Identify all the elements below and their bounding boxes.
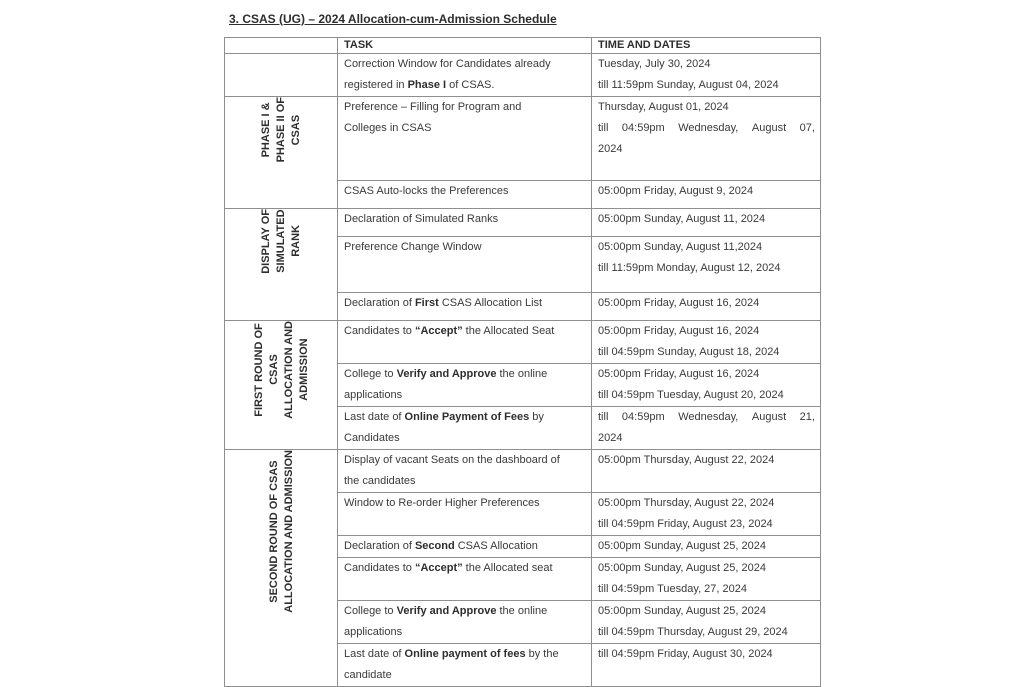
time-line: Tuesday, July 30, 2024 (598, 58, 711, 70)
phase-cell (225, 321, 338, 450)
phase-label-line: FIRST ROUND OF (252, 323, 265, 417)
task-text: the online (496, 605, 548, 617)
time-line: till 04:59pm Tuesday, 27, 2024 (598, 583, 748, 595)
phase-label-line: SIMULATED (275, 209, 287, 274)
task-text: the candidates (344, 475, 416, 487)
task-text: of CSAS. (446, 79, 495, 91)
time-line: 05:00pm Thursday, August 22, 2024 (598, 497, 775, 509)
task-cell (338, 450, 592, 493)
time-word: Wednesday, (678, 122, 739, 134)
time-line: till 11:59pm Sunday, August 04, 2024 (598, 79, 779, 91)
task-text-bold: Verify and Approve (396, 368, 497, 380)
table-row (225, 321, 821, 364)
task-text-bold: Second (414, 540, 455, 552)
time-line: till 04:59pm Friday, August 23, 2024 (598, 518, 773, 530)
task-text: CSAS Allocation List (438, 297, 543, 309)
time-word: August (751, 411, 787, 423)
task-cell (338, 97, 592, 181)
phase-label (259, 209, 304, 274)
time-cell (592, 644, 821, 687)
task-text: candidate (344, 669, 392, 681)
task-text: Window to Re-order Higher Preferences (344, 497, 540, 509)
phase-label-line: PHASE II OF (275, 97, 287, 163)
task-text: applications (344, 389, 403, 401)
task-text: CSAS Allocation (454, 540, 538, 552)
task-cell (338, 209, 592, 237)
table-row (225, 450, 821, 493)
task-cell (338, 321, 592, 364)
phase-cell (225, 97, 338, 209)
time-line: till 11:59pm Monday, August 12, 2024 (598, 262, 781, 274)
task-cell (338, 407, 592, 450)
time-line: 2024 (598, 432, 623, 444)
time-line: 05:00pm Friday, August 9, 2024 (598, 185, 754, 197)
task-text: by (529, 411, 544, 423)
phase-label-line: SECOND ROUND OF CSAS (267, 460, 280, 603)
time-line (598, 407, 815, 428)
task-text-bold: First (414, 297, 439, 309)
time-cell (592, 493, 821, 536)
task-cell (338, 237, 592, 293)
task-text-bold: Online payment of fees (404, 648, 526, 660)
task-text: Last date of (344, 411, 405, 423)
task-text-bold: Online Payment of Fees (404, 411, 530, 423)
time-line: 05:00pm Thursday, August 22, 2024 (598, 454, 775, 466)
header-task: TASK (338, 38, 592, 54)
phase-label (252, 321, 312, 419)
table-row (225, 209, 821, 237)
task-text: Declaration of Simulated Ranks (344, 213, 499, 225)
time-line: till 04:59pm Friday, August 30, 2024 (598, 648, 773, 660)
time-line: 05:00pm Sunday, August 25, 2024 (598, 605, 766, 617)
task-cell (338, 181, 592, 209)
task-cell (338, 364, 592, 407)
phase-label-line: DISPLAY OF (260, 209, 272, 274)
time-cell (592, 558, 821, 601)
time-word: Wednesday, (678, 411, 739, 423)
time-cell (592, 407, 821, 450)
time-word: 21, (799, 411, 815, 423)
time-line: till 04:59pm Sunday, August 18, 2024 (598, 346, 780, 358)
phase-cell (225, 54, 338, 97)
time-line: 05:00pm Sunday, August 25, 2024 (598, 562, 766, 574)
time-cell (592, 54, 821, 97)
task-text: Correction Window for Candidates already (344, 58, 551, 70)
task-text: Candidates (344, 432, 400, 444)
task-text: registered in (344, 79, 408, 91)
time-cell (592, 97, 821, 181)
time-word: till (598, 411, 609, 423)
task-cell (338, 54, 592, 97)
task-text: the Allocated seat (462, 562, 553, 574)
schedule-table (224, 37, 821, 687)
time-cell (592, 536, 821, 558)
task-text: Colleges in CSAS (344, 122, 432, 134)
page-title: 3. CSAS (UG) – 2024 Allocation-cum-Admission Schedule (229, 12, 557, 26)
header-row (225, 38, 821, 54)
task-text-bold: “Accept” (414, 325, 463, 337)
time-word: till (598, 122, 609, 134)
task-text: College to (344, 605, 397, 617)
time-line: 05:00pm Sunday, August 11,2024 (598, 241, 763, 253)
time-cell (592, 237, 821, 293)
task-text: Candidates to (344, 562, 415, 574)
phase-label (267, 450, 297, 613)
time-word: 04:59pm (621, 411, 665, 423)
time-cell (592, 321, 821, 364)
time-line (598, 118, 815, 139)
task-cell (338, 644, 592, 687)
phase-label-line: CSAS (290, 114, 302, 145)
phase-cell (225, 209, 338, 321)
task-text-bold: Phase I (407, 79, 447, 91)
task-text: Declaration of (344, 540, 415, 552)
task-cell (338, 601, 592, 644)
phase-label (259, 97, 304, 162)
task-text: Last date of (344, 648, 405, 660)
task-text: Display of vacant Seats on the dashboard of (344, 454, 560, 466)
table-row (225, 97, 821, 181)
task-text: applications (344, 626, 403, 638)
task-text: College to (344, 368, 397, 380)
phase-cell (225, 450, 338, 687)
time-line: 05:00pm Friday, August 16, 2024 (598, 297, 760, 309)
task-text-bold: “Accept” (414, 562, 463, 574)
time-word: 04:59pm (621, 122, 665, 134)
task-text: Preference Change Window (344, 241, 482, 253)
phase-label-line: ALLOCATION AND (282, 321, 295, 419)
table-row (225, 54, 821, 97)
task-text: the online (496, 368, 548, 380)
phase-label-line: CSAS (267, 354, 280, 386)
time-line: Thursday, August 01, 2024 (598, 101, 729, 113)
time-line: till 04:59pm Thursday, August 29, 2024 (598, 626, 788, 638)
time-cell (592, 364, 821, 407)
time-line: 05:00pm Sunday, August 11, 2024 (598, 213, 766, 225)
header-phase (225, 38, 338, 54)
time-line: 05:00pm Friday, August 16, 2024 (598, 325, 760, 337)
task-cell (338, 293, 592, 321)
task-text: Declaration of (344, 297, 415, 309)
time-word: 07, (799, 122, 815, 134)
task-text: by the (525, 648, 559, 660)
time-line: 2024 (598, 143, 623, 155)
time-cell (592, 181, 821, 209)
task-cell (338, 536, 592, 558)
time-line: 05:00pm Friday, August 16, 2024 (598, 368, 760, 380)
header-time: TIME AND DATES (592, 38, 821, 54)
time-line: 05:00pm Sunday, August 25, 2024 (598, 540, 766, 552)
time-cell (592, 601, 821, 644)
time-cell (592, 293, 821, 321)
time-cell (592, 209, 821, 237)
task-text: the Allocated Seat (462, 325, 555, 337)
task-text: Preference – Filling for Program and (344, 101, 522, 113)
phase-label-line: RANK (290, 225, 302, 258)
task-text: CSAS Auto-locks the Preferences (344, 185, 509, 197)
time-word: August (751, 122, 787, 134)
time-cell (592, 450, 821, 493)
task-text: Candidates to (344, 325, 415, 337)
task-cell (338, 558, 592, 601)
task-text-bold: Verify and Approve (396, 605, 497, 617)
time-line: till 04:59pm Tuesday, August 20, 2024 (598, 389, 784, 401)
phase-label-line: ADMISSION (297, 338, 310, 402)
task-cell (338, 493, 592, 536)
phase-label-line: PHASE I & (260, 102, 272, 158)
phase-label-line: ALLOCATION AND ADMISSION (282, 450, 295, 613)
